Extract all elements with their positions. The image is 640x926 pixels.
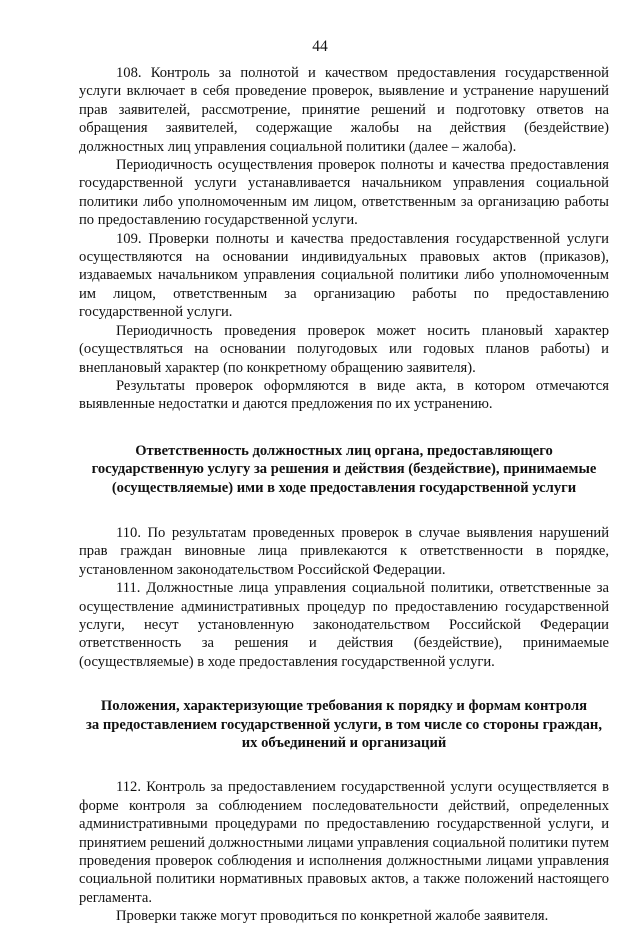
- paragraph-110: 110. По результатам проведенных проверок в случае выявления нарушений прав граждан виновные лица привлекаются к ответственности в порядке, установленном законодательством Российской Федерации.: [79, 524, 609, 578]
- heading-line: их объединений и организаций: [241, 735, 447, 751]
- heading-line: государственную услугу за решения и действия (бездействие), принимаемые: [91, 461, 597, 478]
- section-heading-responsibility: [79, 442, 609, 497]
- paragraph-112: 112. Контроль за предоставлением государственной услуги осуществляется в форме контроля за соблюдением последовательности действий, определенных административными процедурами по предоставлению государственной услуги, и принятием решений должностными лицами управления социальной политики путем проведения проверок соблюдения и исполнения должностными лицами управления социальной политики нормативных правовых актов, а также положений настоящего регламента.: [79, 779, 609, 906]
- heading-line: за предоставлением государственной услуги, в том числе со стороны граждан,: [86, 716, 602, 733]
- paragraph-109: 109. Проверки полноты и качества предоставления государственной услуги осуществляются на основании индивидуальных правовых актов (приказов), издаваемых начальником управления социальной политики либо уполномоченным им лицом, ответственным за организацию работы по предоставлению государственной услуги.: [79, 230, 609, 321]
- paragraph-periodicity-setting: Периодичность осуществления проверок полноты и качества предоставления государственной услуги устанавливается начальником управления социальной политики либо уполномоченным им лицом, ответственным за организацию работы по предоставлению государственной услуги.: [79, 157, 609, 229]
- paragraph-complaint-checks: Проверки также могут проводиться по конкретной жалобе заявителя.: [116, 908, 549, 925]
- paragraph-results: Результаты проверок оформляются в виде акта, в котором отмечаются выявленные недостатки и даются предложения по их устранению.: [79, 377, 609, 413]
- paragraph-periodicity-type: Периодичность проведения проверок может носить плановый характер (осуществляться на основании полугодовых или годовых планов работы) и внеплановый характер (по конкретному обращению заявителя).: [79, 322, 609, 376]
- paragraph-111: 111. Должностные лица управления социальной политики, ответственные за осуществление административных процедур по предоставлению государственной услуги, несут установленную законодательством Российской Федерации ответственность за решения и действия (бездействие), принимаемые (осуществляемые) в ходе предоставления государственной услуги.: [79, 580, 609, 670]
- page-number: 44: [312, 38, 328, 55]
- section-heading-control-requirements: [79, 697, 609, 752]
- paragraph-108: 108. Контроль за полнотой и качеством предоставления государственной услуги включает в себя проведение проверок, выявление и устранение нарушений прав заявителей, рассмотрение, принятие решений и подготовку ответов на обращения заявителей, содержащие жалобы на действия (бездействие) должностных лиц управления социальной политики (далее – жалоба).: [79, 65, 609, 155]
- heading-line: Положения, характеризующие требования к порядку и формам контроля: [100, 698, 588, 715]
- heading-line: (осуществляемые) ими в ходе предоставления государственной услуги: [111, 479, 577, 496]
- heading-line: Ответственность должностных лиц органа, предоставляющего: [135, 442, 553, 459]
- page-body: [79, 64, 609, 926]
